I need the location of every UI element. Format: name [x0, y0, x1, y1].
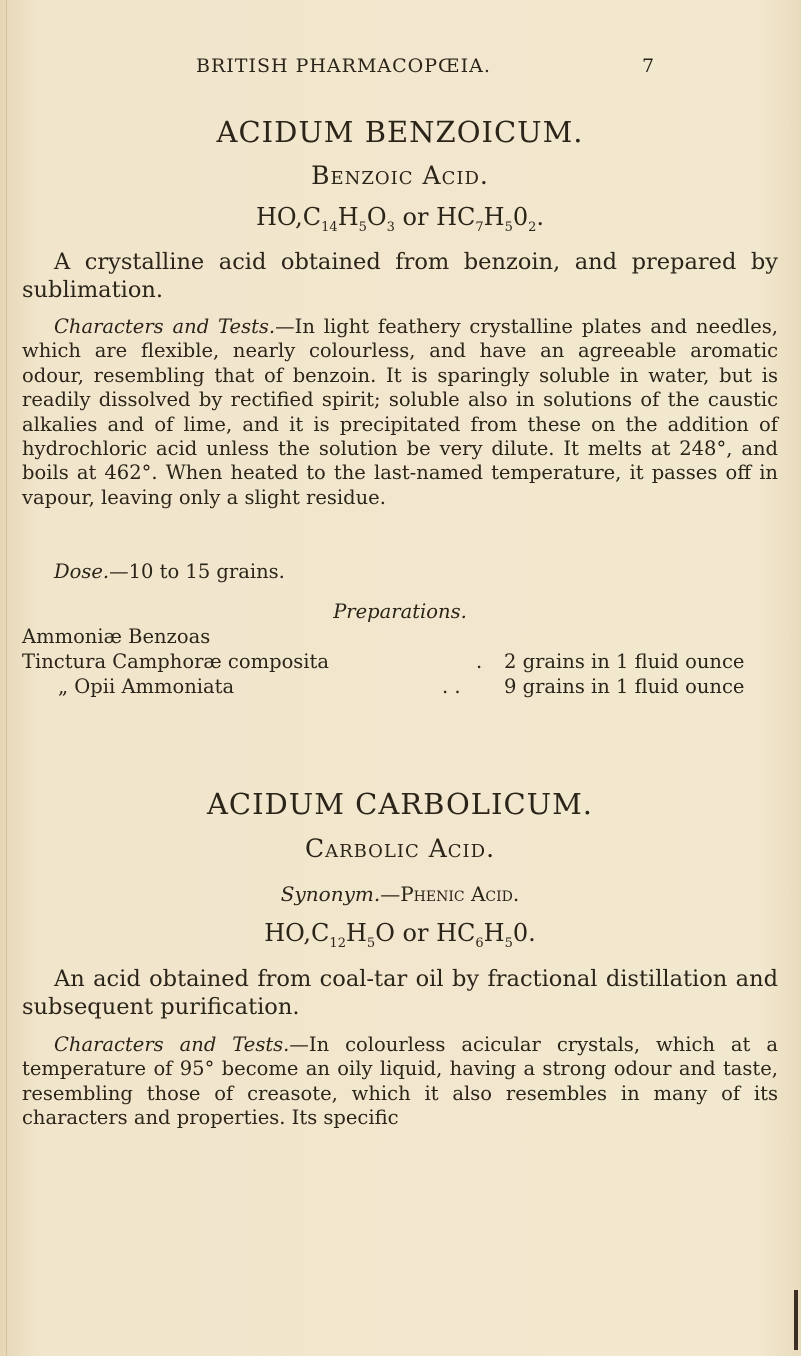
preparation-item: [22, 650, 778, 675]
benzoic-characters-label: Characters and Tests.: [54, 315, 276, 338]
carbolic-formula: $HO,C_{12}H_5O$ or $HC_6H_50$.: [264, 919, 536, 951]
benzoic-title: ACIDUM BENZOICUM.: [216, 115, 584, 149]
benzoic-formula-block: [22, 203, 778, 235]
carbolic-english-name: Carbolic Acid.: [304, 834, 496, 863]
carbolic-name-block: [22, 834, 778, 863]
preparation-name: Tinctura Camphoræ composita: [22, 650, 330, 673]
preparation-item: [22, 625, 778, 650]
carbolic-characters-block: [22, 1033, 778, 1131]
page-gutter-line: [6, 0, 7, 1356]
page-edge-mark: [794, 1290, 798, 1350]
benzoic-dose-text: —10 to 15 grains.: [109, 560, 285, 583]
preparation-leader: . .: [442, 675, 461, 698]
carbolic-title: ACIDUM CARBOLICUM.: [206, 787, 594, 821]
benzoic-title-block: [22, 115, 778, 149]
benzoic-formula: $HO,C_{14}H_5O_3$ or $HC_7H_50_2$.: [255, 203, 545, 235]
benzoic-dose-block: [22, 560, 778, 584]
carbolic-formula-block: [22, 919, 778, 951]
benzoic-name-block: [22, 161, 778, 190]
synonym-label: Synonym.: [280, 882, 381, 906]
synonym-value: —Phenic Acid.: [380, 882, 520, 906]
benzoic-characters-text: —In light feathery crystalline plates and needles, which are flexible, nearly colourless, and have an agreeable aromatic odour, resembling that of benzoin. It is sparingly soluble in water, but is readily dissolved by rectified spirit; soluble also in solutions of the caustic alkalies and of lime, and it is precipitated from these on the addition of hydrochloric acid unless the solution be very dilute. It melts at 248°, and boils at 462°. When heated to the last-named temperature, it passes off in vapour, leaving only a slight residue.: [22, 315, 778, 509]
running-title: BRITISH PHARMACOPŒIA.: [196, 55, 491, 77]
preparation-item: [22, 675, 778, 700]
preparation-amount: 2 grains in 1 fluid ounce: [504, 650, 745, 673]
benzoic-dose-label: Dose.: [54, 560, 110, 583]
carbolic-description: An acid obtained from coal-tar oil by fractional distillation and subsequent purification.: [22, 966, 778, 1020]
carbolic-synonym-block: [22, 882, 778, 906]
carbolic-description-block: [22, 965, 778, 1021]
carbolic-characters-text: —In colourless acicular crystals, which at a temperature of 95° become an oily liquid, having a strong odour and taste, resembling those of creasote, which it also resembles in many of its characters and properties. Its specific: [22, 1033, 778, 1130]
page-number: 7: [642, 55, 656, 77]
benzoic-characters: [22, 315, 778, 510]
benzoic-description-block: [22, 248, 778, 304]
carbolic-synonym: [22, 882, 778, 906]
preparations-list: [22, 625, 778, 700]
carbolic-characters-label: Characters and Tests.: [54, 1033, 290, 1056]
preparation-name: „ Opii Ammoniata: [58, 675, 235, 698]
benzoic-preparations-heading-block: [22, 600, 778, 623]
carbolic-title-block: [22, 787, 778, 821]
benzoic-description: A crystalline acid obtained from benzoin, and prepared by sublimation.: [22, 249, 778, 303]
benzoic-dose: [22, 560, 778, 584]
preparation-name: Ammoniæ Benzoas: [22, 625, 211, 648]
preparation-leader: .: [476, 650, 483, 673]
benzoic-characters-block: [22, 315, 778, 510]
benzoic-english-name: Benzoic Acid.: [311, 161, 489, 190]
preparations-heading: Preparations.: [333, 600, 467, 623]
preparation-amount: 9 grains in 1 fluid ounce: [504, 675, 745, 698]
carbolic-characters: [22, 1033, 778, 1131]
